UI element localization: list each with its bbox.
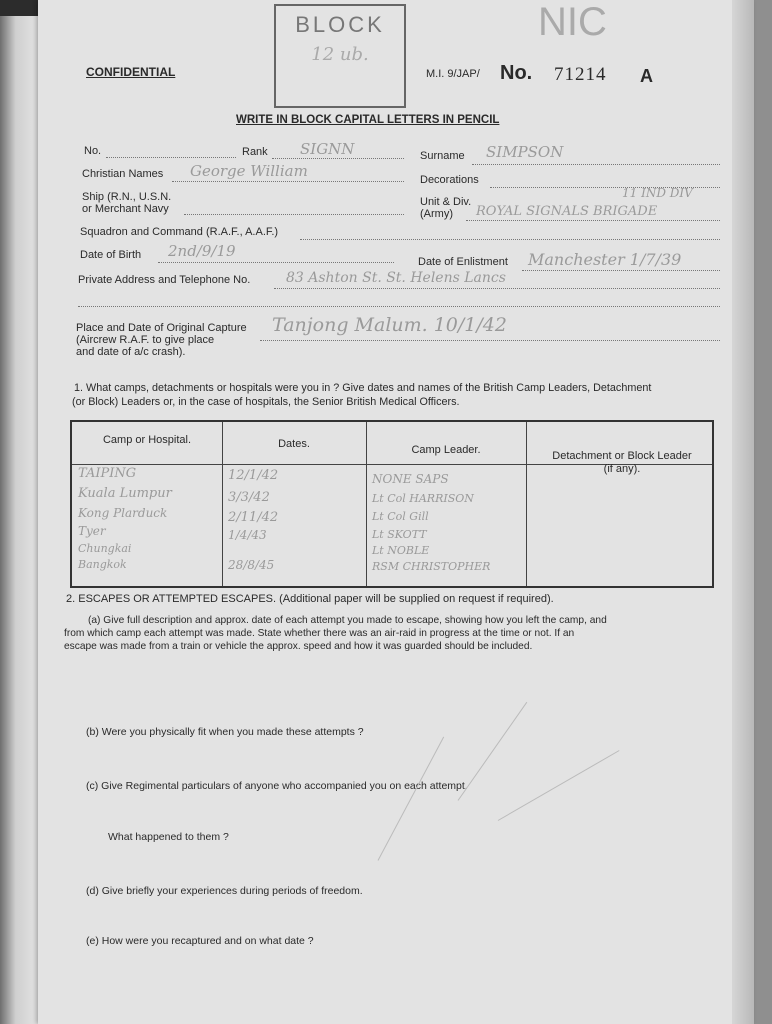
table-header-camp: Camp or Hospital. xyxy=(102,434,192,446)
squadron-label: Squadron and Command (R.A.F., A.A.F.) xyxy=(80,226,279,238)
ref-label: M.I. 9/JAP/ xyxy=(426,68,480,80)
table-cell-leader: NONE SAPS xyxy=(372,472,449,486)
rank-label: Rank xyxy=(242,146,268,158)
table-cell-camp: Tyer xyxy=(78,524,106,538)
unit-label-2: (Army) xyxy=(420,208,453,220)
pencil-stroke xyxy=(458,702,528,801)
page-edge xyxy=(732,0,754,1024)
stamp-handwriting: 12 ub. xyxy=(311,44,369,65)
question-2c-sub: What happened to them ? xyxy=(108,831,229,843)
table-cell-leader: Lt SKOTT xyxy=(372,528,427,541)
christian-names-label: Christian Names xyxy=(82,168,164,180)
table-cell-camp: Chungkai xyxy=(78,542,132,555)
table-cell-date: 3/3/42 xyxy=(228,490,270,505)
enlistment-label: Date of Enlistment xyxy=(418,256,508,268)
pencil-stroke xyxy=(378,737,445,861)
dob-value: 2nd/9/19 xyxy=(168,242,236,260)
enlistment-line xyxy=(522,270,720,271)
ship-line xyxy=(184,214,404,215)
unit-value-2: ROYAL SIGNALS BRIGADE xyxy=(476,204,658,219)
form-number: 71214 xyxy=(554,64,607,85)
question-2a-line-1: (a) Give full description and approx. date of each attempt you made to escape, showing how you left the camp, and xyxy=(88,615,607,626)
question-2a-line-2: from which camp each attempt was made. State whether there was an air-raid in progress at the time or not. If an xyxy=(64,628,575,639)
capture-value: Tanjong Malum. 10/1/42 xyxy=(272,314,507,336)
pencil-stroke xyxy=(498,750,620,821)
question-2e: (e) How were you recaptured and on what date ? xyxy=(86,935,314,947)
table-header-dates: Dates. xyxy=(278,438,310,450)
capture-label-2: (Aircrew R.A.F. to give place xyxy=(76,334,215,346)
form-letter: A xyxy=(640,66,653,86)
table-divider xyxy=(526,422,527,586)
capture-label-1: Place and Date of Original Capture xyxy=(76,322,247,334)
form-instruction: WRITE IN BLOCK CAPITAL LETTERS IN PENCIL xyxy=(236,114,500,126)
address-line-1 xyxy=(274,288,720,289)
dob-label: Date of Birth xyxy=(80,249,142,261)
number-label: No. xyxy=(500,62,533,84)
address-label: Private Address and Telephone No. xyxy=(78,274,251,286)
rank-line xyxy=(272,158,404,159)
no-field-line xyxy=(106,157,236,158)
ship-label-2: or Merchant Navy xyxy=(82,203,169,215)
table-header-camp-leader: Camp Leader. xyxy=(411,444,481,456)
question-1-line-1: 1. What camps, detachments or hospitals were you in ? Give dates and names of the British Camp Leaders, Detachment xyxy=(74,382,652,394)
stamp-text: BLOCK xyxy=(295,12,385,37)
question-2b: (b) Were you physically fit when you made these attempts ? xyxy=(86,726,364,738)
dob-line xyxy=(158,262,394,263)
capture-line xyxy=(260,340,720,341)
no-field-label: No. xyxy=(84,145,102,157)
table-cell-leader: RSM CHRISTOPHER xyxy=(372,560,491,573)
unit-line xyxy=(466,220,720,221)
corner-handwriting: NIC xyxy=(538,0,607,44)
unit-label-1: Unit & Div. xyxy=(420,196,472,208)
table-header-detachment-leader: Detachment or Block Leader (if any). xyxy=(552,450,692,475)
christian-names-line xyxy=(172,181,404,182)
table-cell-camp: Bangkok xyxy=(78,558,127,571)
block-stamp xyxy=(274,4,406,108)
table-cell-leader: Lt Col Gill xyxy=(372,510,429,523)
table-cell-leader: Lt NOBLE xyxy=(372,544,430,557)
camp-table xyxy=(70,420,714,588)
confidential-label: CONFIDENTIAL xyxy=(86,65,176,79)
decorations-label: Decorations xyxy=(420,174,479,186)
table-cell-camp: Kuala Lumpur xyxy=(78,486,172,501)
form-page xyxy=(38,0,754,1024)
capture-label-3: and date of a/c crash). xyxy=(76,346,186,358)
rank-value: SIGNN xyxy=(300,140,355,158)
squadron-line xyxy=(300,239,720,240)
question-2d: (d) Give briefly your experiences during periods of freedom. xyxy=(86,885,363,897)
surname-value: SIMPSON xyxy=(486,143,564,161)
table-cell-date: 12/1/42 xyxy=(228,468,279,483)
enlistment-value: Manchester 1/7/39 xyxy=(528,250,682,269)
address-value: 83 Ashton St. St. Helens Lancs xyxy=(286,270,506,286)
christian-names-value: George William xyxy=(190,162,308,180)
table-cell-camp: TAIPING xyxy=(78,466,137,481)
surname-label: Surname xyxy=(420,150,465,162)
question-2-title: 2. ESCAPES OR ATTEMPTED ESCAPES. (Additional paper will be supplied on request if required). xyxy=(66,593,554,605)
table-cell-date: 28/8/45 xyxy=(228,558,275,572)
unit-value-1: 11 IND DIV xyxy=(622,186,693,200)
table-cell-date: 2/11/42 xyxy=(228,510,279,525)
table-cell-camp: Kong Plarduck xyxy=(78,506,168,520)
table-cell-leader: Lt Col HARRISON xyxy=(372,492,474,505)
question-2a-line-3: escape was made from a train or vehicle the approx. speed and how it was guarded should be included. xyxy=(64,641,533,652)
surname-line xyxy=(472,164,720,165)
ship-label-1: Ship (R.N., U.S.N. xyxy=(82,191,172,203)
question-1-line-2: (or Block) Leaders or, in the case of hospitals, the Senior British Medical Officers. xyxy=(72,396,460,408)
question-2c: (c) Give Regimental particulars of anyone who accompanied you on each attempt. xyxy=(86,780,468,792)
address-line-2 xyxy=(78,306,720,307)
table-cell-date: 1/4/43 xyxy=(228,528,267,542)
